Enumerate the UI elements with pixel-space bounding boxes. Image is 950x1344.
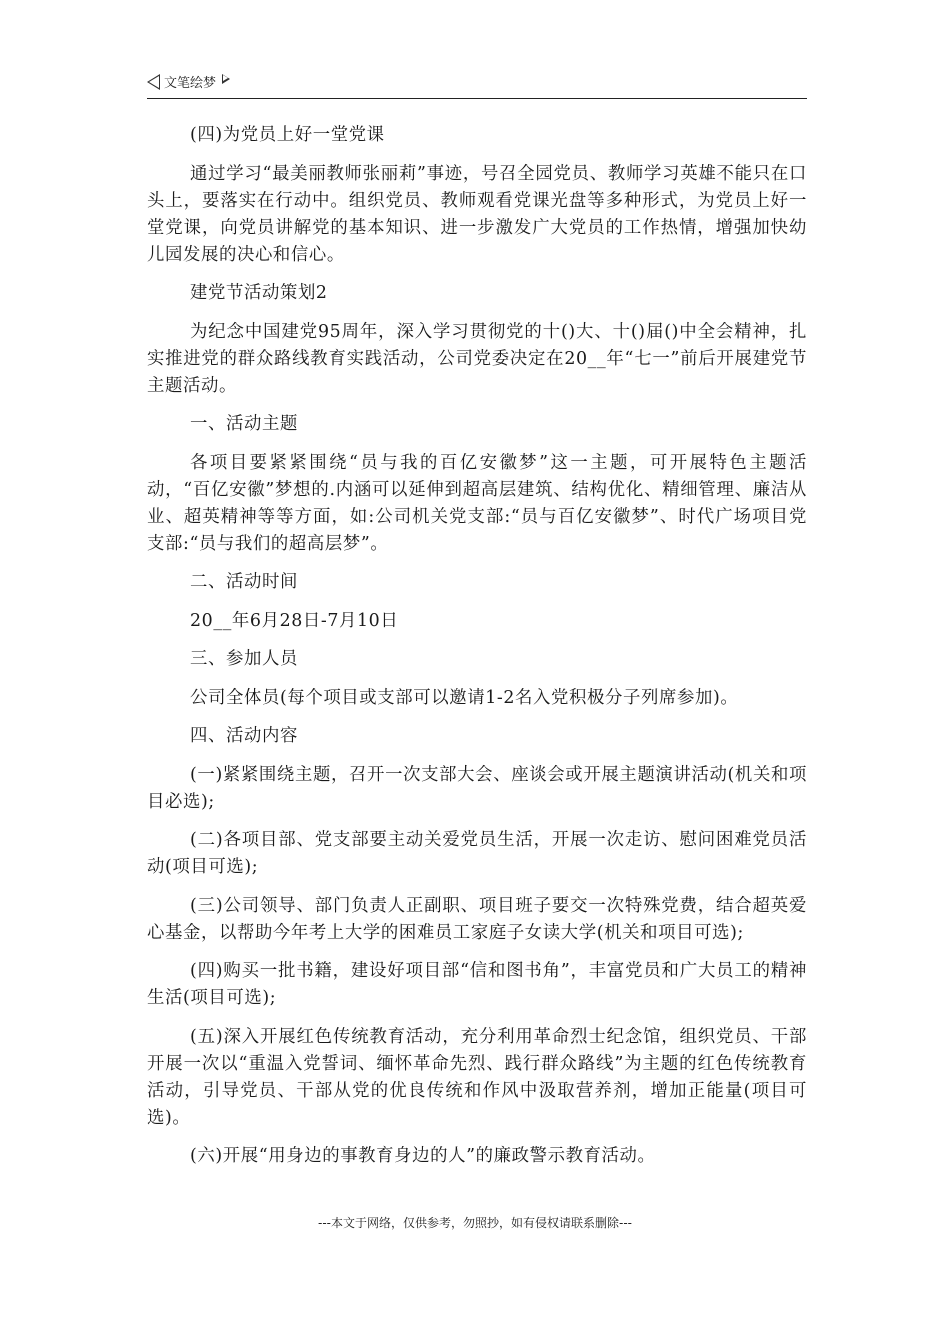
- body-paragraph: 20__年6月28日-7月10日: [190, 610, 399, 631]
- section-heading: 二、活动时间: [190, 572, 298, 592]
- brand-logo: [147, 72, 807, 91]
- list-item: (三)公司领导、部门负责人正副职、项目班子要交一次特殊党费，结合超英爱心基金，以帮助今年考上大学的困难员工家庭子女读大学(机关和项目可选);: [147, 895, 807, 943]
- body-paragraph: 各项目要紧紧围绕“员与我的百亿安徽梦”这一主题，可开展特色主题活动，“百亿安徽”梦想的.内涵可以延伸到超高层建筑、结构优化、精细管理、廉洁从业、超英精神等等方面，如:公司机关党支部:“员与百亿安徽梦”、时代广场项目党支部:“员与我们的超高层梦”。: [147, 452, 807, 554]
- page-header: [147, 72, 807, 98]
- header-divider: [147, 98, 807, 99]
- section-heading: (四)为党员上好一堂党课: [190, 125, 385, 145]
- document-body: [147, 122, 807, 1182]
- body-paragraph: 公司全体员(每个项目或支部可以邀请1-2名入党积极分子列席参加)。: [190, 687, 739, 708]
- body-paragraph: 为纪念中国建党95周年，深入学习贯彻党的十()大、十()届()中全会精神，扎实推进党的群众路线教育实践活动，公司党委决定在20__年“七一”前后开展建党节主题活动。: [147, 321, 807, 396]
- section-heading: 三、参加人员: [190, 649, 298, 669]
- list-item: (五)深入开展红色传统教育活动，充分利用革命烈士纪念馆，组织党员、干部开展一次以“重温入党誓词、缅怀革命先烈、践行群众路线”为主题的红色传统教育活动，引导党员、干部从党的优良传统和作风中汲取营养剂，增加正能量(项目可选)。: [147, 1026, 807, 1128]
- body-paragraph: 通过学习“最美丽教师张丽莉”事迹，号召全园党员、教师学习英雄不能只在口头上，要落实在行动中。组织党员、教师观看党课光盘等多种形式，为党员上好一堂党课，向党员讲解党的基本知识、进一步激发广大党员的工作热情，增强加快幼儿园发展的决心和信心。: [147, 163, 807, 265]
- footer-disclaimer: ---本文于网络，仅供参考，勿照抄，如有侵权请联系删除---: [318, 1216, 632, 1230]
- list-item: (一)紧紧围绕主题，召开一次支部大会、座谈会或开展主题演讲活动(机关和项目必选);: [147, 764, 807, 812]
- triangle-left-icon: [147, 74, 160, 90]
- triangle-right-icon: [222, 74, 230, 84]
- list-item: (二)各项目部、党支部要主动关爱党员生活，开展一次走访、慰问困难党员活动(项目可选);: [147, 830, 807, 877]
- section-heading: 一、活动主题: [190, 414, 298, 434]
- section-heading: 四、活动内容: [190, 726, 298, 746]
- list-item: (四)购买一批书籍，建设好项目部“信和图书角”，丰富党员和广大员工的精神生活(项目可选);: [147, 961, 807, 1008]
- list-item: (六)开展“用身边的事教育身边的人”的廉政警示教育活动。: [190, 1146, 656, 1166]
- document-title: 建党节活动策划2: [190, 283, 328, 303]
- brand-name: 文笔绘梦: [164, 76, 217, 91]
